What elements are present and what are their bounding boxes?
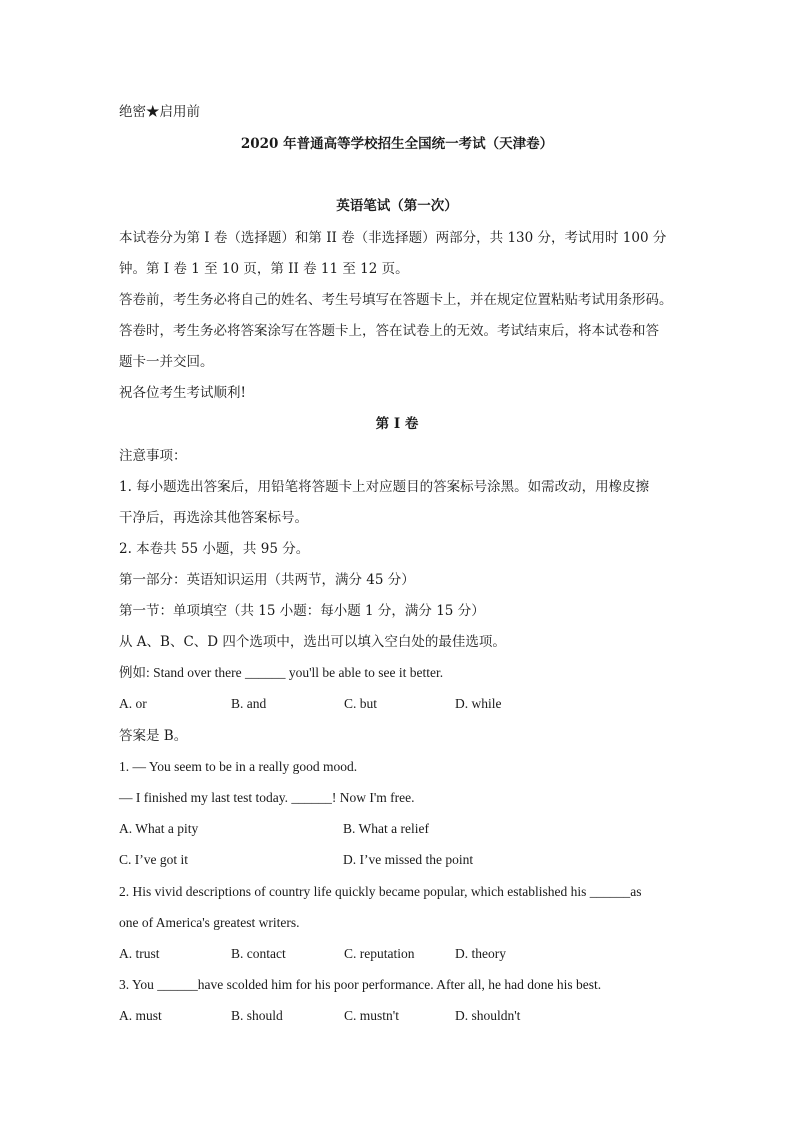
intro-line: 题卡一并交回。 [119,354,214,370]
option: B. should [231,1008,283,1023]
option: D. I’ve missed the point [343,852,474,867]
intro-line: 钟。第 I 卷 1 至 10 页，第 II 卷 11 至 12 页。 [119,261,409,277]
exam-title: 2020 年普通高等学校招生全国统一考试（天津卷） [240,136,554,152]
subject-title: 英语笔试（第一次） [336,198,458,214]
intro-line: 答卷前，考生务必将自己的姓名、考生号填写在答题卡上，并在规定位置粘贴考试用条形码。 [119,292,673,308]
option: D. shouldn't [455,1008,521,1023]
question-stem: 2. His vivid descriptions of country life quickly became popular, which established his ______as [119,884,642,899]
option: B. contact [231,946,286,961]
note-item: 1. 每小题选出答案后，用铅笔将答题卡上对应题目的答案标号涂黑。如需改动，用橡皮擦 [119,479,650,495]
option: C. reputation [344,946,415,961]
option: D. while [455,696,502,711]
intro-line: 答卷时，考生务必将答案涂写在答题卡上，答在试卷上的无效。考试结束后，将本试卷和答 [119,323,659,339]
section-heading: 第一节：单项填空（共 15 小题：每小题 1 分，满分 15 分） [119,603,485,619]
option: C. I’ve got it [119,852,188,867]
example-stem: 例如: Stand over there ______ you'll be able to see it better. [119,665,444,680]
note-item: 2. 本卷共 55 小题，共 95 分。 [119,541,310,557]
intro-line: 本试卷分为第 I 卷（选择题）和第 II 卷（非选择题）两部分，共 130 分，考试用时 100 分 [119,230,667,246]
intro-line: 祝各位考生考试顺利! [119,385,246,401]
section-title: 第 I 卷 [375,416,419,432]
secret-label: 绝密★启用前 [119,104,200,120]
option: B. What a relief [343,821,429,836]
option: A. trust [119,946,160,961]
instruction: 从 A、B、C、D 四个选项中，选出可以填入空白处的最佳选项。 [119,634,506,650]
option: A. What a pity [119,821,199,836]
example-answer: 答案是 B。 [119,728,188,744]
option: C. mustn't [344,1008,399,1023]
notes-heading: 注意事项： [119,448,187,464]
question-stem: one of America's greatest writers. [119,915,300,930]
option: C. but [344,696,378,711]
question-stem: 1. — You seem to be in a really good mood. [119,759,358,774]
option: A. must [119,1008,162,1023]
question-stem: — I finished my last test today. ______! Now I'm free. [119,790,415,805]
part-title: 第一部分：英语知识运用（共两节，满分 45 分） [119,572,415,588]
option: B. and [231,696,267,711]
option: A. or [119,696,147,711]
option: D. theory [455,946,506,961]
question-stem: 3. You ______have scolded him for his poor performance. After all, he had done his best. [119,977,602,992]
note-item: 干净后，再选涂其他答案标号。 [119,510,308,526]
